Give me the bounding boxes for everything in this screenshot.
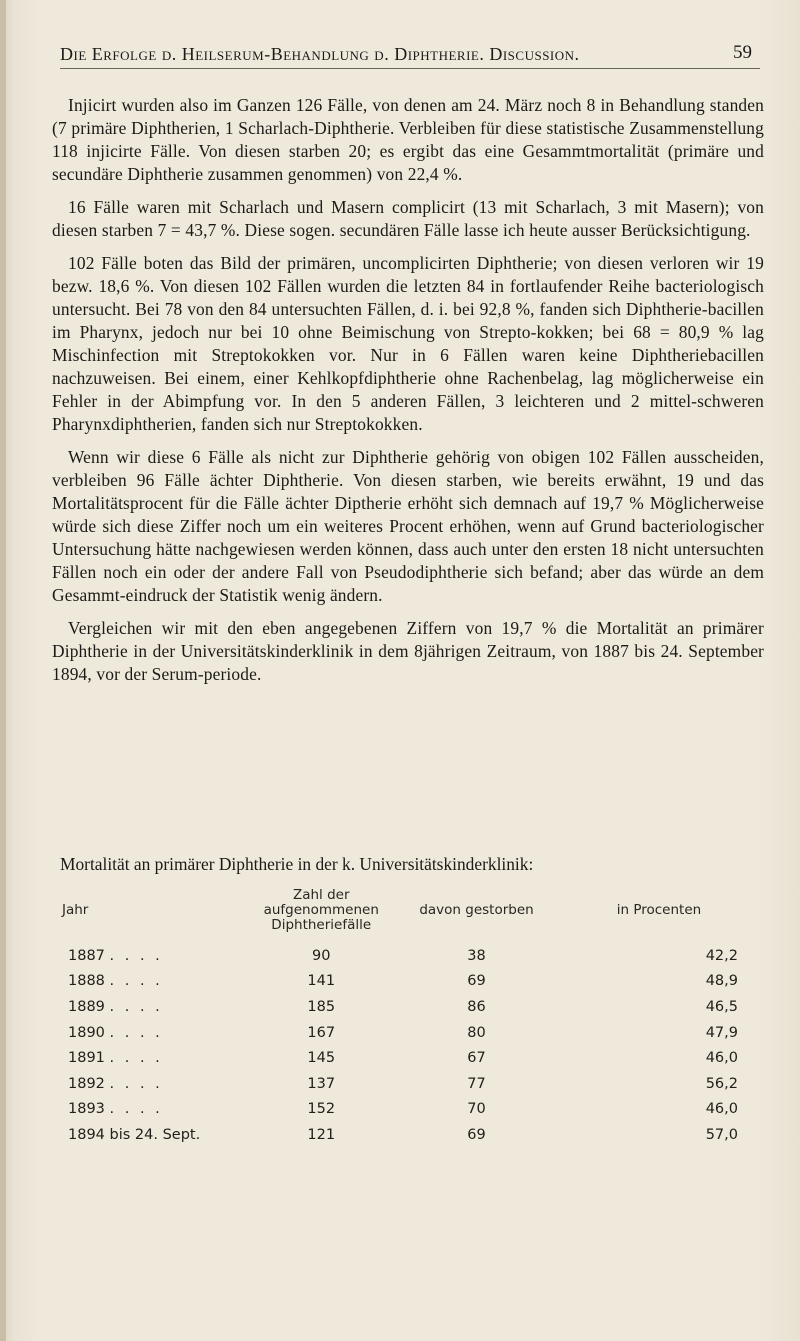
- deaths-cell: 70: [467, 1101, 486, 1118]
- cases-cell: 141: [307, 973, 336, 990]
- cases-cell: 121: [307, 1126, 336, 1143]
- paragraph-4: Wenn wir diese 6 Fälle als nicht zur Diphtherie gehörig von obigen 102 Fällen ausscheiden, verbleiben 96 Fälle ächter Diphtherie. Von diesen starben, wie bereits erwähnt, 19 und das Mortalitätsprocent für die Fälle ächter Diptherie erhöht sich demnach auf 19,7 % Möglicherweise würde sich diese Ziffer noch um ein weiteres Procent erhöhen, wenn auf Grund bacteriologischer Untersuchung hätte nachgewiesen werden können, dass auch unter den ersten 18 nicht untersuchten Fällen noch ein oder der andere Fall von Pseudodiphtherie sich befand; aber das würde an dem Gesammt-eindruck der Statistik wenig ändern.: [52, 447, 764, 605]
- leader-dots: . . . .: [109, 1050, 163, 1067]
- year-cell: [60, 969, 247, 995]
- year-cell: [60, 1045, 247, 1071]
- leader-dots: . . . .: [109, 947, 163, 964]
- deaths-cell: 80: [467, 1024, 486, 1041]
- header-percent: in Procenten: [616, 902, 702, 918]
- header-year: Jahr: [62, 902, 89, 918]
- table-row: [60, 994, 760, 1020]
- percent-cell: 46,5: [705, 998, 738, 1015]
- cases-cell: 145: [307, 1050, 336, 1067]
- table-row: [60, 969, 760, 995]
- percent-cell: 46,0: [705, 1101, 738, 1118]
- year-value: 1894 bis 24. Sept.: [68, 1126, 201, 1143]
- percent-cell: 42,2: [705, 947, 738, 964]
- table-row: [60, 1071, 760, 1097]
- deaths-cell: 67: [467, 1050, 486, 1067]
- header-deaths: davon gestorben: [419, 902, 534, 918]
- paragraph-2: 16 Fälle waren mit Scharlach und Masern complicirt (13 mit Scharlach, 3 mit Masern); von diesen starben 7 = 43,7 %. Diese sogen. secundären Fälle lasse ich heute ausser Berücksichtigung.: [52, 197, 764, 240]
- running-header: [60, 38, 760, 69]
- year-cell: [60, 1097, 247, 1123]
- year-cell: [60, 994, 247, 1020]
- year-value: 1890: [68, 1024, 105, 1041]
- header-cases: Zahl der aufgenommenen Diphtheriefälle: [263, 887, 379, 933]
- year-value: 1891: [68, 1050, 105, 1067]
- percent-cell: 47,9: [705, 1024, 738, 1041]
- year-cell: [60, 1122, 247, 1148]
- cases-cell: 167: [307, 1024, 336, 1041]
- percent-cell: 46,0: [705, 1050, 738, 1067]
- leader-dots: . . . .: [109, 998, 163, 1015]
- paragraph-3: 102 Fälle boten das Bild der primären, uncomplicirten Diphtherie; von diesen verloren wir 19 bezw. 18,6 %. Von diesen 102 Fällen wurden die letzten 84 in fortlaufender Reihe bacteriologisch untersucht. Bei 78 von den 84 untersuchten Fällen, d. i. bei 92,8 %, fanden sich Diphtherie-bacillen im Pharynx, jedoch nur bei 10 ohne Beimischung von Strepto-kokken; bei 68 = 80,9 % lag Mischinfection mit Streptokokken vor. Nur in 6 Fällen waren keine Diphtheriebacillen nachzuweisen. Bei einem, einer Kehlkopfdiphtherie ohne Rachenbelag, lag möglicherweise ein Fehler in der Abimpfung vor. In den 5 anderen Fällen, 3 leichteren und 2 mittel-schweren Pharynxdiphtherien, fanden sich nur Streptokokken.: [52, 253, 764, 434]
- deaths-cell: 69: [467, 973, 486, 990]
- leader-dots: . . . .: [109, 973, 163, 990]
- table-row: [60, 1097, 760, 1123]
- deaths-cell: 69: [467, 1126, 486, 1143]
- table-row: [60, 1122, 760, 1148]
- percent-cell: 57,0: [705, 1126, 738, 1143]
- year-value: 1889: [68, 998, 105, 1015]
- table-row: [60, 1020, 760, 1046]
- paragraph-1: Injicirt wurden also im Ganzen 126 Fälle, von denen am 24. März noch 8 in Behandlung standen (7 primäre Diphtherien, 1 Scharlach-Diphtherie. Verbleiben für diese statistische Zusammenstellung 118 injicirte Fälle. Von diesen starben 20; es ergibt das eine Gesammtmortalität (primäre und secundäre Diphtherie zusammen genommen) von 22,4 %.: [52, 95, 764, 184]
- body-text: [52, 94, 764, 696]
- year-value: 1892: [68, 1075, 105, 1092]
- cases-cell: 90: [312, 947, 331, 964]
- year-cell: [60, 1071, 247, 1097]
- year-value: 1888: [68, 973, 105, 990]
- page-spine-shadow: [0, 0, 6, 1341]
- year-cell: [60, 1020, 247, 1046]
- table-caption: Mortalität an primärer Diphtherie in der k. Universitätskinderklinik:: [60, 854, 534, 874]
- paragraph-5: Vergleichen wir mit den eben angegebenen Ziffern von 19,7 % die Mortalität an primärer Diphtherie in der Universitätskinderklinik in dem 8jährigen Zeitraum, von 1887 bis 24. September 1894, vor der Serum-periode.: [52, 618, 764, 684]
- leader-dots: . . . .: [109, 1075, 163, 1092]
- running-header-title: Die Erfolge d. Heilserum-Behandlung d. Diphtherie. Discussion.: [60, 44, 580, 64]
- percent-cell: 56,2: [705, 1075, 738, 1092]
- deaths-cell: 38: [467, 947, 486, 964]
- percent-cell: 48,9: [705, 973, 738, 990]
- deaths-cell: 86: [467, 998, 486, 1015]
- year-cell: [60, 943, 247, 969]
- mortality-table: [60, 880, 760, 1148]
- cases-cell: 137: [307, 1075, 336, 1092]
- page-number: 59: [733, 42, 752, 63]
- table-row: [60, 1045, 760, 1071]
- cases-cell: 185: [307, 998, 336, 1015]
- year-value: 1887: [68, 947, 105, 964]
- table-row: [60, 943, 760, 969]
- deaths-cell: 77: [467, 1075, 486, 1092]
- leader-dots: . . . .: [109, 1101, 163, 1118]
- year-value: 1893: [68, 1101, 105, 1118]
- leader-dots: . . . .: [109, 1024, 163, 1041]
- table-header-row: [60, 880, 760, 943]
- cases-cell: 152: [307, 1101, 336, 1118]
